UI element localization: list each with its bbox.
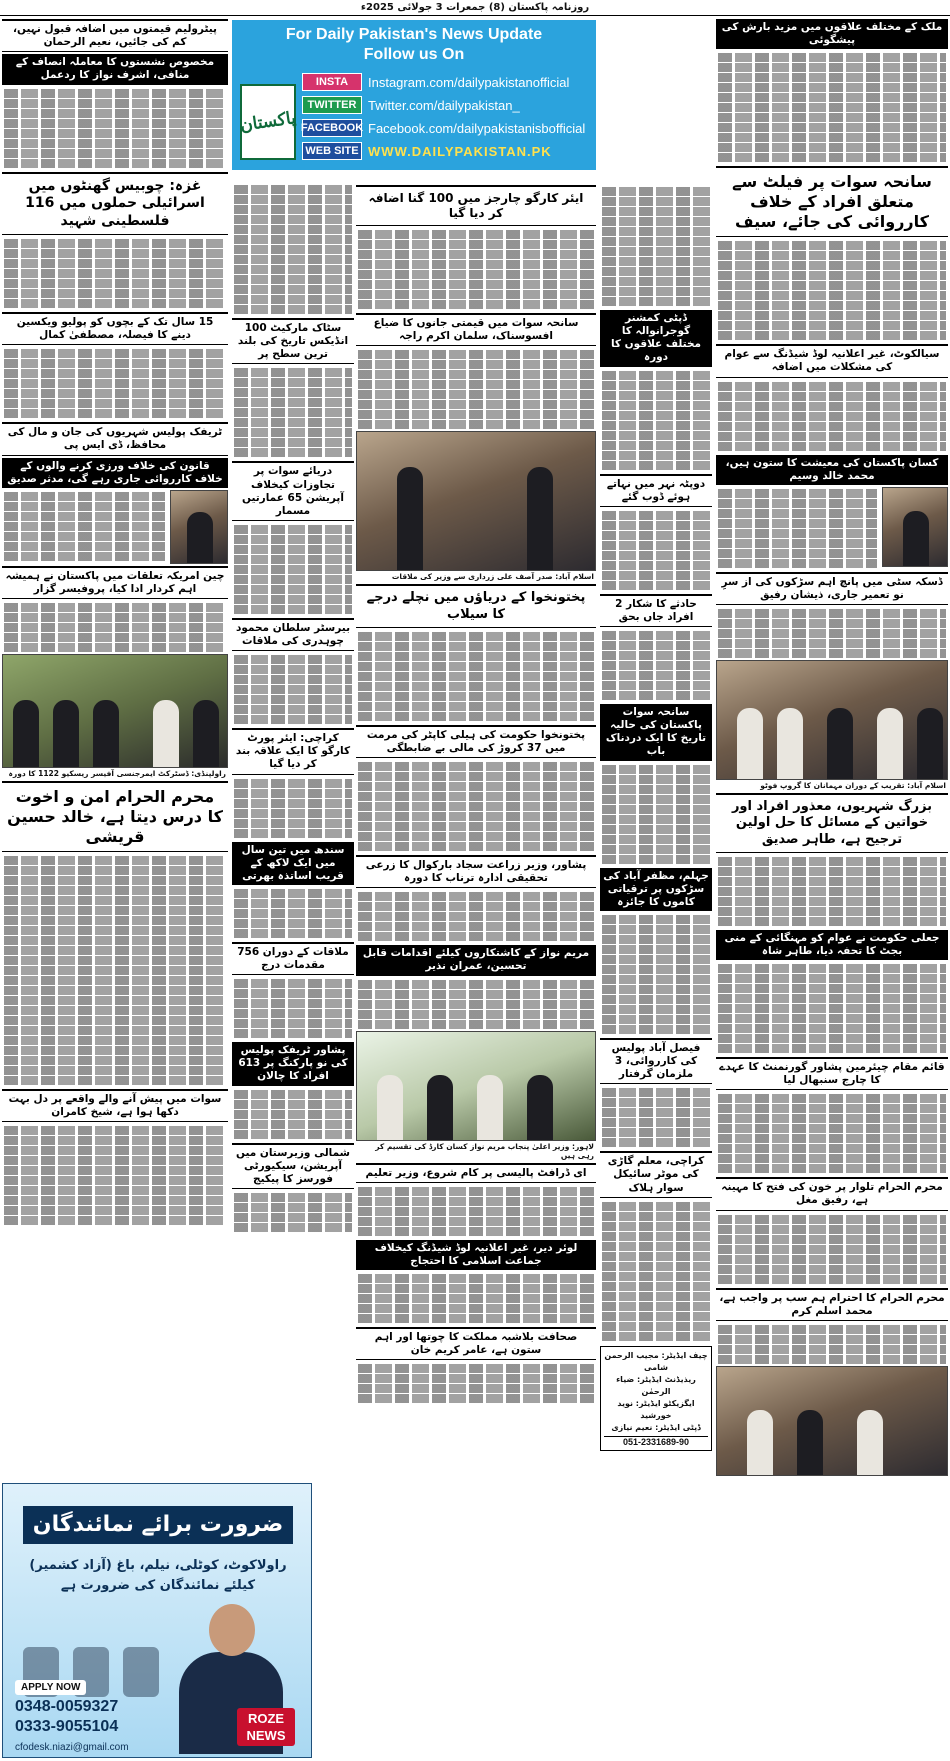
promo-subtitle: Follow us On <box>363 46 465 63</box>
article-body <box>356 1272 596 1325</box>
article-body <box>600 763 712 866</box>
date-line: روزنامہ پاکستان (8) جمعرات 3 جولائی 2025ء <box>360 2 590 13</box>
photo-caption: اسلام آباد: صدر آصف علی زرداری سے وزیر کی ملاقات <box>391 572 594 582</box>
website-link[interactable]: WWW.DAILYPAKISTAN.PK <box>368 143 552 159</box>
photo-caption: لاہور: وزیر اعلیٰ پنجاب مریم نواز کسان کارڈ کی تقسیم کر رہی ہیں <box>375 1141 594 1160</box>
headline: دوپٹہ نہر میں نہاتے ہوئے ڈوب گئے <box>600 474 712 507</box>
headline: حادثے کا شکار 2 افراد جاں بحق <box>600 594 712 627</box>
roze-news-logo: ROZE NEWS <box>237 1708 295 1746</box>
headline: سندھ میں تین سال میں ایک لاکھ کے قریب اساتذہ بھرتی <box>232 842 354 885</box>
headline: جہلم، مظفر آباد کی سڑکوں پر ترقیاتی کاموں کا جائزہ <box>600 868 712 911</box>
newspaper-logo: پاکستان <box>240 84 296 160</box>
article-body <box>356 1362 596 1405</box>
headline: غزہ: چوبیس گھنٹوں میں اسرائیلی حملوں میں 116 فلسطینی شہید <box>2 172 228 236</box>
article-body <box>232 1088 354 1141</box>
headline: ای ڈرافٹ پالیسی پر کام شروع، وزیر تعلیم <box>356 1163 596 1183</box>
headline: سانحہ سوات پر فیلٹ سے متعلق افراد کے خلاف کارروائی کی جائے، سیف <box>716 166 948 237</box>
headline: پختونخوا حکومت کی ہیلی کاپٹر کی مرمت میں 37 کروڑ کی مالی بے ضابطگی <box>356 725 596 758</box>
headline: سٹاک مارکیٹ 100 انڈیکس تاریخ کی بلند ترین سطح پر <box>232 318 354 364</box>
article-body <box>2 490 167 564</box>
editors-box <box>600 1346 712 1451</box>
article-body <box>600 369 712 472</box>
headline: پشاور، وزیر زراعت سجاد بارکوال کا زرعی تحقیقی ادارہ ترناب کا دورہ <box>356 855 596 888</box>
headline: مخصوص نشستوں کا معاملہ انصاف کے منافی، اشرف نواز کا ردعمل <box>2 54 228 84</box>
headline: مریم نواز کے کاشتکاروں کیلئے اقدامات قابل تحسین، عمران نذیر <box>356 945 596 975</box>
article-body <box>2 347 228 420</box>
twitter-link[interactable]: Twitter.com/dailypakistan_ <box>368 97 520 113</box>
article-body <box>356 1185 596 1238</box>
headline: لوئر دیر، غیر اعلانیہ لوڈ شیڈنگ کیخلاف جماعت اسلامی کا احتجاج <box>356 1240 596 1270</box>
ad-heading: ضرورت برائے نمائندگان <box>23 1506 293 1544</box>
instagram-link[interactable]: Instagram.com/dailypakistanofficial <box>368 74 570 90</box>
phone-number: 0333-9055104 <box>15 1718 119 1735</box>
headline: ڈسکہ سٹی میں پانچ اہم سڑکوں کی از سرِ نو تعمیر جاری، ذیشان رفیق <box>716 572 948 605</box>
headline: شمالی وزیرستان میں آپریشن، سیکیورٹی فورسز کا پیکیج <box>232 1143 354 1189</box>
article-body <box>716 51 948 164</box>
masthead <box>0 0 950 16</box>
article-body <box>2 854 228 1087</box>
column-center-left <box>232 17 354 1481</box>
headline: سوات میں پیش آنے والے واقعے پر دل بہت دکھا ہوا ہے، شیخ کامران <box>2 1089 228 1122</box>
article-body <box>356 348 596 431</box>
article-body <box>232 777 354 840</box>
headline: چین امریکہ تعلقات میں پاکستان نے ہمیشہ اہم کردار ادا کیا، پروفیسر گزار <box>2 566 228 599</box>
article-body <box>2 87 228 170</box>
ad-requirement: کیلئے نمائندگان کی ضرورت ہے <box>60 1578 256 1593</box>
headline: قائم مقام چیئرمین پشاور گورنمنٹ کا عہدے کا چارج سنبھال لیا <box>716 1057 948 1090</box>
article-body <box>232 1191 354 1234</box>
article-body <box>232 523 354 616</box>
headline: 15 سال تک کے بچوں کو پولیو ویکسین دینے کا فیصلہ، مصطفیٰ کمال <box>2 312 228 345</box>
news-photo <box>716 1366 948 1476</box>
headline: محرم الحرام کا احترام ہم سب پر واجب ہے، محمد اسلم کرم <box>716 1288 948 1321</box>
article-body <box>232 887 354 940</box>
column-center <box>356 17 596 1757</box>
article-body <box>232 183 354 316</box>
article-body <box>2 601 228 654</box>
headline: ملاقات کے دوران 756 مقدمات درج <box>232 942 354 975</box>
phone-number: 0348-0059327 <box>15 1698 119 1715</box>
headline: ڈپٹی کمشنر گوجرانوالہ کا مختلف علاقوں کا دورہ <box>600 310 712 367</box>
article-body <box>716 607 948 660</box>
twitter-icon: TWITTER <box>302 96 362 114</box>
article-body <box>232 366 354 459</box>
article-body <box>716 239 948 342</box>
facebook-link[interactable]: Facebook.com/dailypakistanisbofficial <box>368 120 586 136</box>
headline: ملک کے مختلف علاقوں میں مزید بارش کی پیشگوئی <box>716 19 948 49</box>
article-body <box>232 977 354 1040</box>
photo-caption: راولپنڈی: ڈسٹرکٹ ایمرجنسی آفیسر ریسکیو 1122 کا دورہ <box>8 769 226 778</box>
headline: قانون کی خلاف ورزی کرنے والوں کے خلاف کارروائی جاری رہے گی، مدثر صدیق <box>2 458 228 488</box>
column-right <box>716 17 948 1757</box>
headline: کراچی: ایئر پورٹ کارگو کا ایک علاقہ بند کر دیا گیا <box>232 728 354 774</box>
article-body <box>716 962 948 1055</box>
article-body <box>600 509 712 592</box>
portrait-photo <box>882 487 948 567</box>
headline: سانحہ سوات میں قیمتی جانوں کا ضیاع افسوسناک، سلمان اکرم راجہ <box>356 313 596 346</box>
article-body <box>716 380 948 453</box>
article-body <box>356 760 596 853</box>
apply-now-label: APPLY NOW <box>15 1680 86 1695</box>
headline: پشاور ٹریفک پولیس کی نو پارکنگ پر 613 افراد کا چالان <box>232 1042 354 1085</box>
headline: کراچی، معلم گاڑی کی موٹر سائیکل سوار ہلاک <box>600 1151 712 1197</box>
chief-editor: چیف ایڈیٹر: مجیب الرحمن شامی <box>604 1350 708 1372</box>
article-body <box>716 1213 948 1286</box>
ad-locations: راولاکوٹ، کوٹلی، نیلم، باغ (آزاد کشمیر) <box>29 1558 287 1573</box>
headline: بیرسٹر سلطان محمود چوہدری کی ملاقات <box>232 618 354 651</box>
article-body <box>716 487 879 570</box>
photo-caption: اسلام آباد: تقریب کے دوران مہمانان کا گروپ فوٹو <box>760 781 946 790</box>
headline: بزرگ شہریوں، معذور افراد اور خواتین کے مسائل کا حل اولین ترجیح ہے، طاہر صدیق <box>716 793 948 853</box>
spacer <box>356 17 596 183</box>
article-body <box>600 913 712 1036</box>
headline: فیصل آباد پولیس کی کارروائی، 3 ملزمان گرفتار <box>600 1038 712 1084</box>
article-body <box>2 1124 228 1227</box>
article-body <box>600 1200 712 1343</box>
headline: کسان پاکستان کی معیشت کا ستون ہیں، محمد خالد وسیم <box>716 455 948 485</box>
headline: ایئر کارگو چارجز میں 100 گنا اضافہ کر دیا گیا <box>356 185 596 226</box>
promo-title: For Daily Pakistan's News Update <box>285 26 543 43</box>
instagram-icon: INSTA <box>302 73 362 91</box>
article-body <box>356 890 596 943</box>
editor-line: ڈپٹی ایڈیٹر: نعیم نیازی <box>611 1422 701 1432</box>
spacer <box>232 17 354 183</box>
article-body <box>600 1086 712 1149</box>
news-photo <box>356 1031 596 1141</box>
chair-icon <box>123 1647 159 1697</box>
headline: پیٹرولیم قیمتوں میں اضافہ قبول نہیں، کم کی جائیں، نعیم الرحمان <box>2 19 228 52</box>
headline: محرم الحرام تلوار پر خون کی فتح کا مہینہ ہے، رفیق مغل <box>716 1177 948 1210</box>
ad-subheading <box>13 1556 303 1596</box>
portrait-photo <box>170 490 228 564</box>
headline: دریائے سوات پر تجاوزات کیخلاف آپریشن 65 عمارتیں مسمار <box>232 461 354 521</box>
headline: سانحہ سوات پاکستان کی حالیہ تاریخ کا ایک دردناک باب <box>600 704 712 761</box>
article-body <box>232 653 354 726</box>
news-photo <box>356 431 596 571</box>
article-body <box>716 855 948 928</box>
column-center-right <box>600 17 712 1757</box>
article-body <box>356 630 596 723</box>
news-photo <box>2 654 228 768</box>
email-address: cfodesk.niazi@gmail.com <box>15 1742 129 1753</box>
facebook-icon: FACEBOOK <box>302 119 362 137</box>
headline: صحافت بلاشبہ مملکت کا چوتھا اور اہم ستون ہے، عامر کریم خان <box>356 1327 596 1360</box>
article-body <box>600 185 712 308</box>
column-left <box>2 17 228 1481</box>
phone-number: 051-2331689-90 <box>604 1436 708 1447</box>
article-body <box>356 978 596 1031</box>
headline: جعلی حکومت نے عوام کو مہنگائی کے منی بجٹ کا تحفہ دیا، طاہر شاہ <box>716 930 948 960</box>
headline: محرم الحرام امن و اخوت کا درس دیتا ہے، خالد حسین قریشی <box>2 781 228 852</box>
news-photo <box>716 660 948 780</box>
recruitment-ad <box>2 1483 312 1758</box>
article-with-photo <box>2 490 228 564</box>
article-body <box>600 629 712 702</box>
editor-line: ایگزیکٹو ایڈیٹر: نوید خورشید <box>617 1398 695 1420</box>
website-icon: WEB SITE <box>302 142 362 160</box>
headline: ٹریفک پولیس شہریوں کی جان و مال کی محافظ، ڈی ایس پی <box>2 422 228 455</box>
article-body <box>716 1323 948 1366</box>
editor-line: ریذیڈنٹ ایڈیٹر: ضیاء الرحمٰن <box>616 1374 696 1396</box>
headline: پختونخوا کے دریاؤں میں نچلے درجے کا سیلاب <box>356 584 596 628</box>
article-body <box>716 1092 948 1175</box>
article-body <box>356 228 596 311</box>
article-with-photo <box>716 487 948 570</box>
headline: سیالکوٹ، غیر اعلانیہ لوڈ شیڈنگ سے عوام کی مشکلات میں اضافہ <box>716 344 948 377</box>
article-body <box>2 237 228 310</box>
spacer <box>600 17 712 185</box>
